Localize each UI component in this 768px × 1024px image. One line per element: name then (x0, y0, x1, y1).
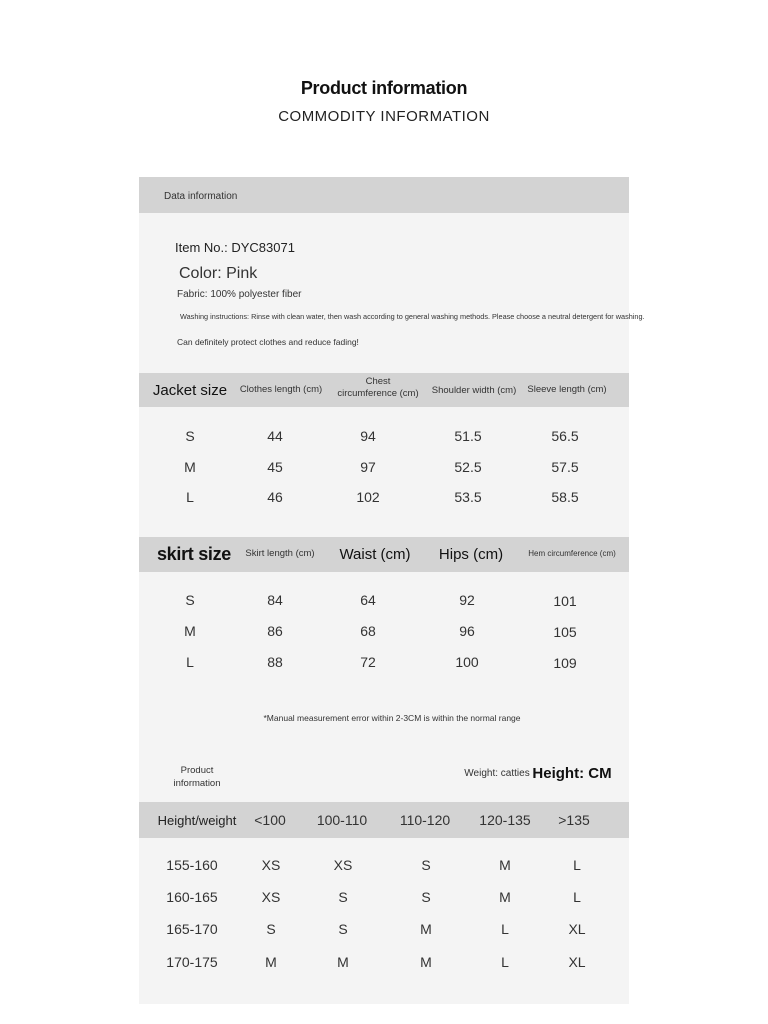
recommend-cell: L (573, 889, 581, 905)
recommend-cell: 160-165 (166, 889, 218, 905)
recommend-cell: 165-170 (166, 921, 218, 937)
product-color: Color: Pink (179, 265, 258, 282)
jacket-cell: 56.5 (551, 428, 579, 444)
jacket-cell: S (185, 428, 195, 444)
skirt-cell: 92 (459, 592, 475, 608)
jacket-cell: 44 (267, 428, 283, 444)
jacket-cell: 57.5 (551, 459, 579, 475)
recommend-cell: M (420, 921, 432, 937)
skirt-cell: 86 (267, 623, 283, 639)
skirt-cell: M (184, 623, 196, 639)
weight-col-header: 100-110 (316, 812, 368, 828)
recommend-header-bar (139, 802, 629, 838)
weight-unit-label: Weight: catties (464, 768, 530, 779)
product-info-label-line1: Product (180, 765, 214, 776)
jacket-length-header: Clothes length (cm) (239, 384, 323, 395)
recommend-cell: M (337, 954, 349, 970)
weight-col-header: 110-120 (399, 812, 451, 828)
info-panel (139, 177, 645, 1004)
skirt-length-header: Skirt length (cm) (245, 548, 315, 559)
skirt-cell: 72 (360, 654, 376, 670)
skirt-size-header: skirt size (156, 544, 232, 564)
jacket-shoulder-header: Shoulder width (cm) (431, 385, 517, 396)
jacket-cell: 102 (356, 489, 380, 505)
recommend-cell: S (266, 921, 276, 937)
skirt-cell: 109 (553, 655, 577, 671)
skirt-cell: 64 (360, 592, 376, 608)
recommend-cell: XS (261, 857, 281, 873)
recommend-cell: S (338, 921, 348, 937)
jacket-cell: 45 (267, 459, 283, 475)
jacket-cell: 51.5 (454, 428, 482, 444)
recommend-cell: M (265, 954, 277, 970)
skirt-header-bar (139, 537, 629, 572)
skirt-cell: 100 (455, 654, 479, 670)
recommend-cell: XL (568, 954, 586, 970)
jacket-cell: 53.5 (454, 489, 482, 505)
jacket-sleeve-header: Sleeve length (cm) (527, 384, 607, 395)
recommend-cell: L (501, 921, 509, 937)
recommend-cell: XS (261, 889, 281, 905)
recommend-cell: S (338, 889, 348, 905)
jacket-chest-header: Chest circumference (cm) (337, 376, 419, 399)
height-unit-label: Height: CM (532, 765, 612, 782)
recommend-cell: S (421, 857, 431, 873)
recommend-cell: XS (333, 857, 353, 873)
skirt-cell: 101 (553, 593, 577, 609)
product-info-label-line2: information (173, 778, 221, 789)
skirt-cell: 88 (267, 654, 283, 670)
jacket-size-header: Jacket size (152, 382, 228, 399)
recommend-cell: 170-175 (166, 954, 218, 970)
hem-header: Hem circumference (cm) (528, 549, 616, 558)
item-number: Item No.: DYC83071 (175, 240, 295, 255)
skirt-cell: 105 (553, 624, 577, 640)
jacket-cell: 46 (267, 489, 283, 505)
hips-header: Hips (cm) (438, 546, 504, 563)
page-subtitle: COMMODITY INFORMATION (278, 108, 490, 125)
washing-instructions: Washing instructions: Rinse with clean water, then wash according to general washing methods. Please choose a neutral detergent for washing. (180, 312, 645, 321)
page-title: Product information (300, 78, 468, 98)
jacket-cell: 58.5 (551, 489, 579, 505)
recommend-cell: M (499, 857, 511, 873)
skirt-cell: 84 (267, 592, 283, 608)
jacket-header-bar (139, 373, 629, 407)
skirt-cell: 68 (360, 623, 376, 639)
protect-note: Can definitely protect clothes and reduce fading! (177, 337, 359, 347)
waist-header: Waist (cm) (339, 546, 411, 563)
jacket-cell: M (184, 459, 196, 475)
recommend-cell: S (421, 889, 431, 905)
jacket-cell: 94 (360, 428, 376, 444)
recommend-cell: L (501, 954, 509, 970)
fabric-info: Fabric: 100% polyester fiber (177, 289, 302, 300)
skirt-cell: L (186, 654, 194, 670)
weight-col-header: <100 (254, 812, 286, 828)
recommend-cell: XL (568, 921, 586, 937)
data-info-label: Data information (164, 191, 238, 202)
skirt-cell: S (185, 592, 195, 608)
recommend-cell: 155-160 (166, 857, 218, 873)
recommend-cell: M (499, 889, 511, 905)
height-weight-header: Height/weight (157, 813, 237, 828)
weight-col-header: >135 (558, 812, 590, 828)
measurement-note: *Manual measurement error within 2-3CM is within the normal range (263, 713, 521, 723)
recommend-cell: L (573, 857, 581, 873)
recommend-cell: M (420, 954, 432, 970)
weight-col-header: 120-135 (479, 812, 531, 828)
skirt-cell: 96 (459, 623, 475, 639)
jacket-cell: 97 (360, 459, 376, 475)
jacket-cell: 52.5 (454, 459, 482, 475)
jacket-cell: L (186, 489, 194, 505)
data-info-bar (139, 177, 629, 213)
